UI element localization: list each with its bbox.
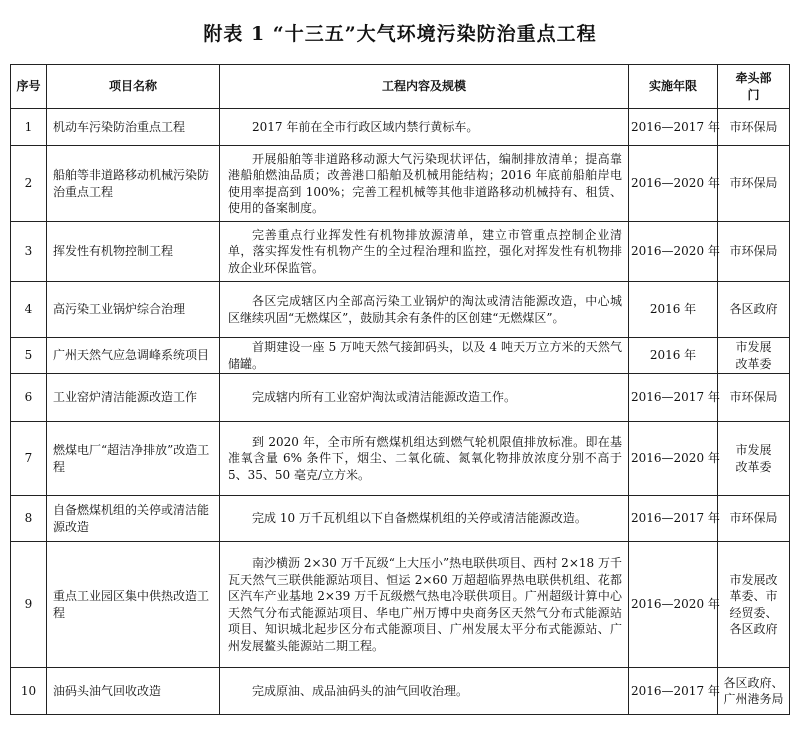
row-name: 重点工业园区集中供热改造工程: [47, 542, 220, 668]
row-content: 首期建设一座 5 万吨天然气接卸码头，以及 4 吨天万立方米的天然气储罐。: [220, 338, 629, 374]
row-years: 2016—2017 年: [629, 496, 718, 542]
table-row: [11, 282, 790, 338]
row-content: 完成辖内所有工业窑炉淘汰或清洁能源改造工作。: [220, 374, 629, 422]
row-dept: 市环保局: [718, 374, 790, 422]
row-years: 2016 年: [629, 338, 718, 374]
table-row: [11, 222, 790, 282]
row-name: 挥发性有机物控制工程: [47, 222, 220, 282]
row-name: 机动车污染防治重点工程: [47, 109, 220, 146]
row-dept: 各区政府: [718, 282, 790, 338]
row-num: 3: [11, 222, 47, 282]
row-years: 2016 年: [629, 282, 718, 338]
row-num: 8: [11, 496, 47, 542]
row-dept: 各区政府、广州港务局: [718, 668, 790, 715]
row-dept: 市发展改革委: [718, 338, 790, 374]
row-content: 各区完成辖区内全部高污染工业锅炉的淘汰或清洁能源改造，中心城区继续巩固“无燃煤区”，鼓励其余有条件的区创建“无燃煤区”。: [220, 282, 629, 338]
row-years: 2016—2017 年: [629, 668, 718, 715]
row-years: 2016—2017 年: [629, 374, 718, 422]
header-years: 实施年限: [629, 65, 718, 109]
table-row: [11, 668, 790, 715]
page-title: 附表 1 “十三五”大气环境污染防治重点工程: [203, 23, 597, 45]
row-num: 5: [11, 338, 47, 374]
table-row: [11, 338, 790, 374]
row-content: 完成原油、成品油码头的油气回收治理。: [220, 668, 629, 715]
row-num: 1: [11, 109, 47, 146]
row-content: 完成 10 万千瓦机组以下自备燃煤机组的关停或清洁能源改造。: [220, 496, 629, 542]
row-num: 9: [11, 542, 47, 668]
row-name: 广州天然气应急调峰系统项目: [47, 338, 220, 374]
row-name: 自备燃煤机组的关停或清洁能源改造: [47, 496, 220, 542]
table-row: [11, 109, 790, 146]
row-dept: 市发展改革委: [718, 422, 790, 496]
row-content: 开展船舶等非道路移动源大气污染现状评估，编制排放清单；提高靠港船舶燃油品质；改善港口船舶及机械用能结构；2016 年底前船舶岸电使用率提高到 100%；完善工程机械等其他非道路移动机械持有、租赁、使用的备案制度。: [220, 146, 629, 222]
row-name: 工业窑炉清洁能源改造工作: [47, 374, 220, 422]
row-name: 燃煤电厂“超洁净排放”改造工程: [47, 422, 220, 496]
row-years: 2016—2020 年: [629, 422, 718, 496]
header-name: 项目名称: [47, 65, 220, 109]
row-name: 船舶等非道路移动机械污染防治重点工程: [47, 146, 220, 222]
row-content: 南沙横沥 2×30 万千瓦级“上大压小”热电联供项目、西村 2×18 万千瓦天然气三联供能源站项目、恒运 2×60 万超超临界热电联供机组、花都区汽车产业基地 2×39 万千瓦级燃气热电冷联供项目。广州超级计算中心天然气分布式能源站项目、华电广州万博中央商务区天然气分布式能源站项目、知识城北起步区分布式能源项目、广州发展太平分布式能源站、广州发展鳌头能源站二期工程。: [220, 542, 629, 668]
row-years: 2016—2017 年: [629, 109, 718, 146]
table-row: [11, 146, 790, 222]
table-row: [11, 374, 790, 422]
table-row: [11, 496, 790, 542]
row-num: 2: [11, 146, 47, 222]
header-num: 序号: [11, 65, 47, 109]
row-num: 7: [11, 422, 47, 496]
row-years: 2016—2020 年: [629, 222, 718, 282]
row-num: 10: [11, 668, 47, 715]
row-dept: 市环保局: [718, 222, 790, 282]
row-content: 完善重点行业挥发性有机物排放源清单，建立市管重点控制企业清单，落实挥发性有机物产生的全过程治理和监控，强化对挥发性有机物排放企业环保监管。: [220, 222, 629, 282]
row-name: 高污染工业锅炉综合治理: [47, 282, 220, 338]
row-dept: 市环保局: [718, 109, 790, 146]
row-dept: 市环保局: [718, 146, 790, 222]
row-content: 2017 年前在全市行政区域内禁行黄标车。: [220, 109, 629, 146]
row-dept: 市发展改革委、市经贸委、各区政府: [718, 542, 790, 668]
table-row: [11, 542, 790, 668]
row-num: 6: [11, 374, 47, 422]
row-years: 2016—2020 年: [629, 146, 718, 222]
table-header-row: [11, 65, 790, 109]
row-name: 油码头油气回收改造: [47, 668, 220, 715]
row-num: 4: [11, 282, 47, 338]
projects-table: [10, 64, 790, 715]
row-content: 到 2020 年，全市所有燃煤机组达到燃气轮机限值排放标准。即在基准氧含量 6% 条件下，烟尘、二氧化硫、氮氧化物排放浓度分别不高于 5、35、50 毫克/立方米。: [220, 422, 629, 496]
row-years: 2016—2020 年: [629, 542, 718, 668]
header-content: 工程内容及规模: [220, 65, 629, 109]
row-dept: 市环保局: [718, 496, 790, 542]
table-row: [11, 422, 790, 496]
header-dept: 牵头部门: [718, 65, 790, 109]
